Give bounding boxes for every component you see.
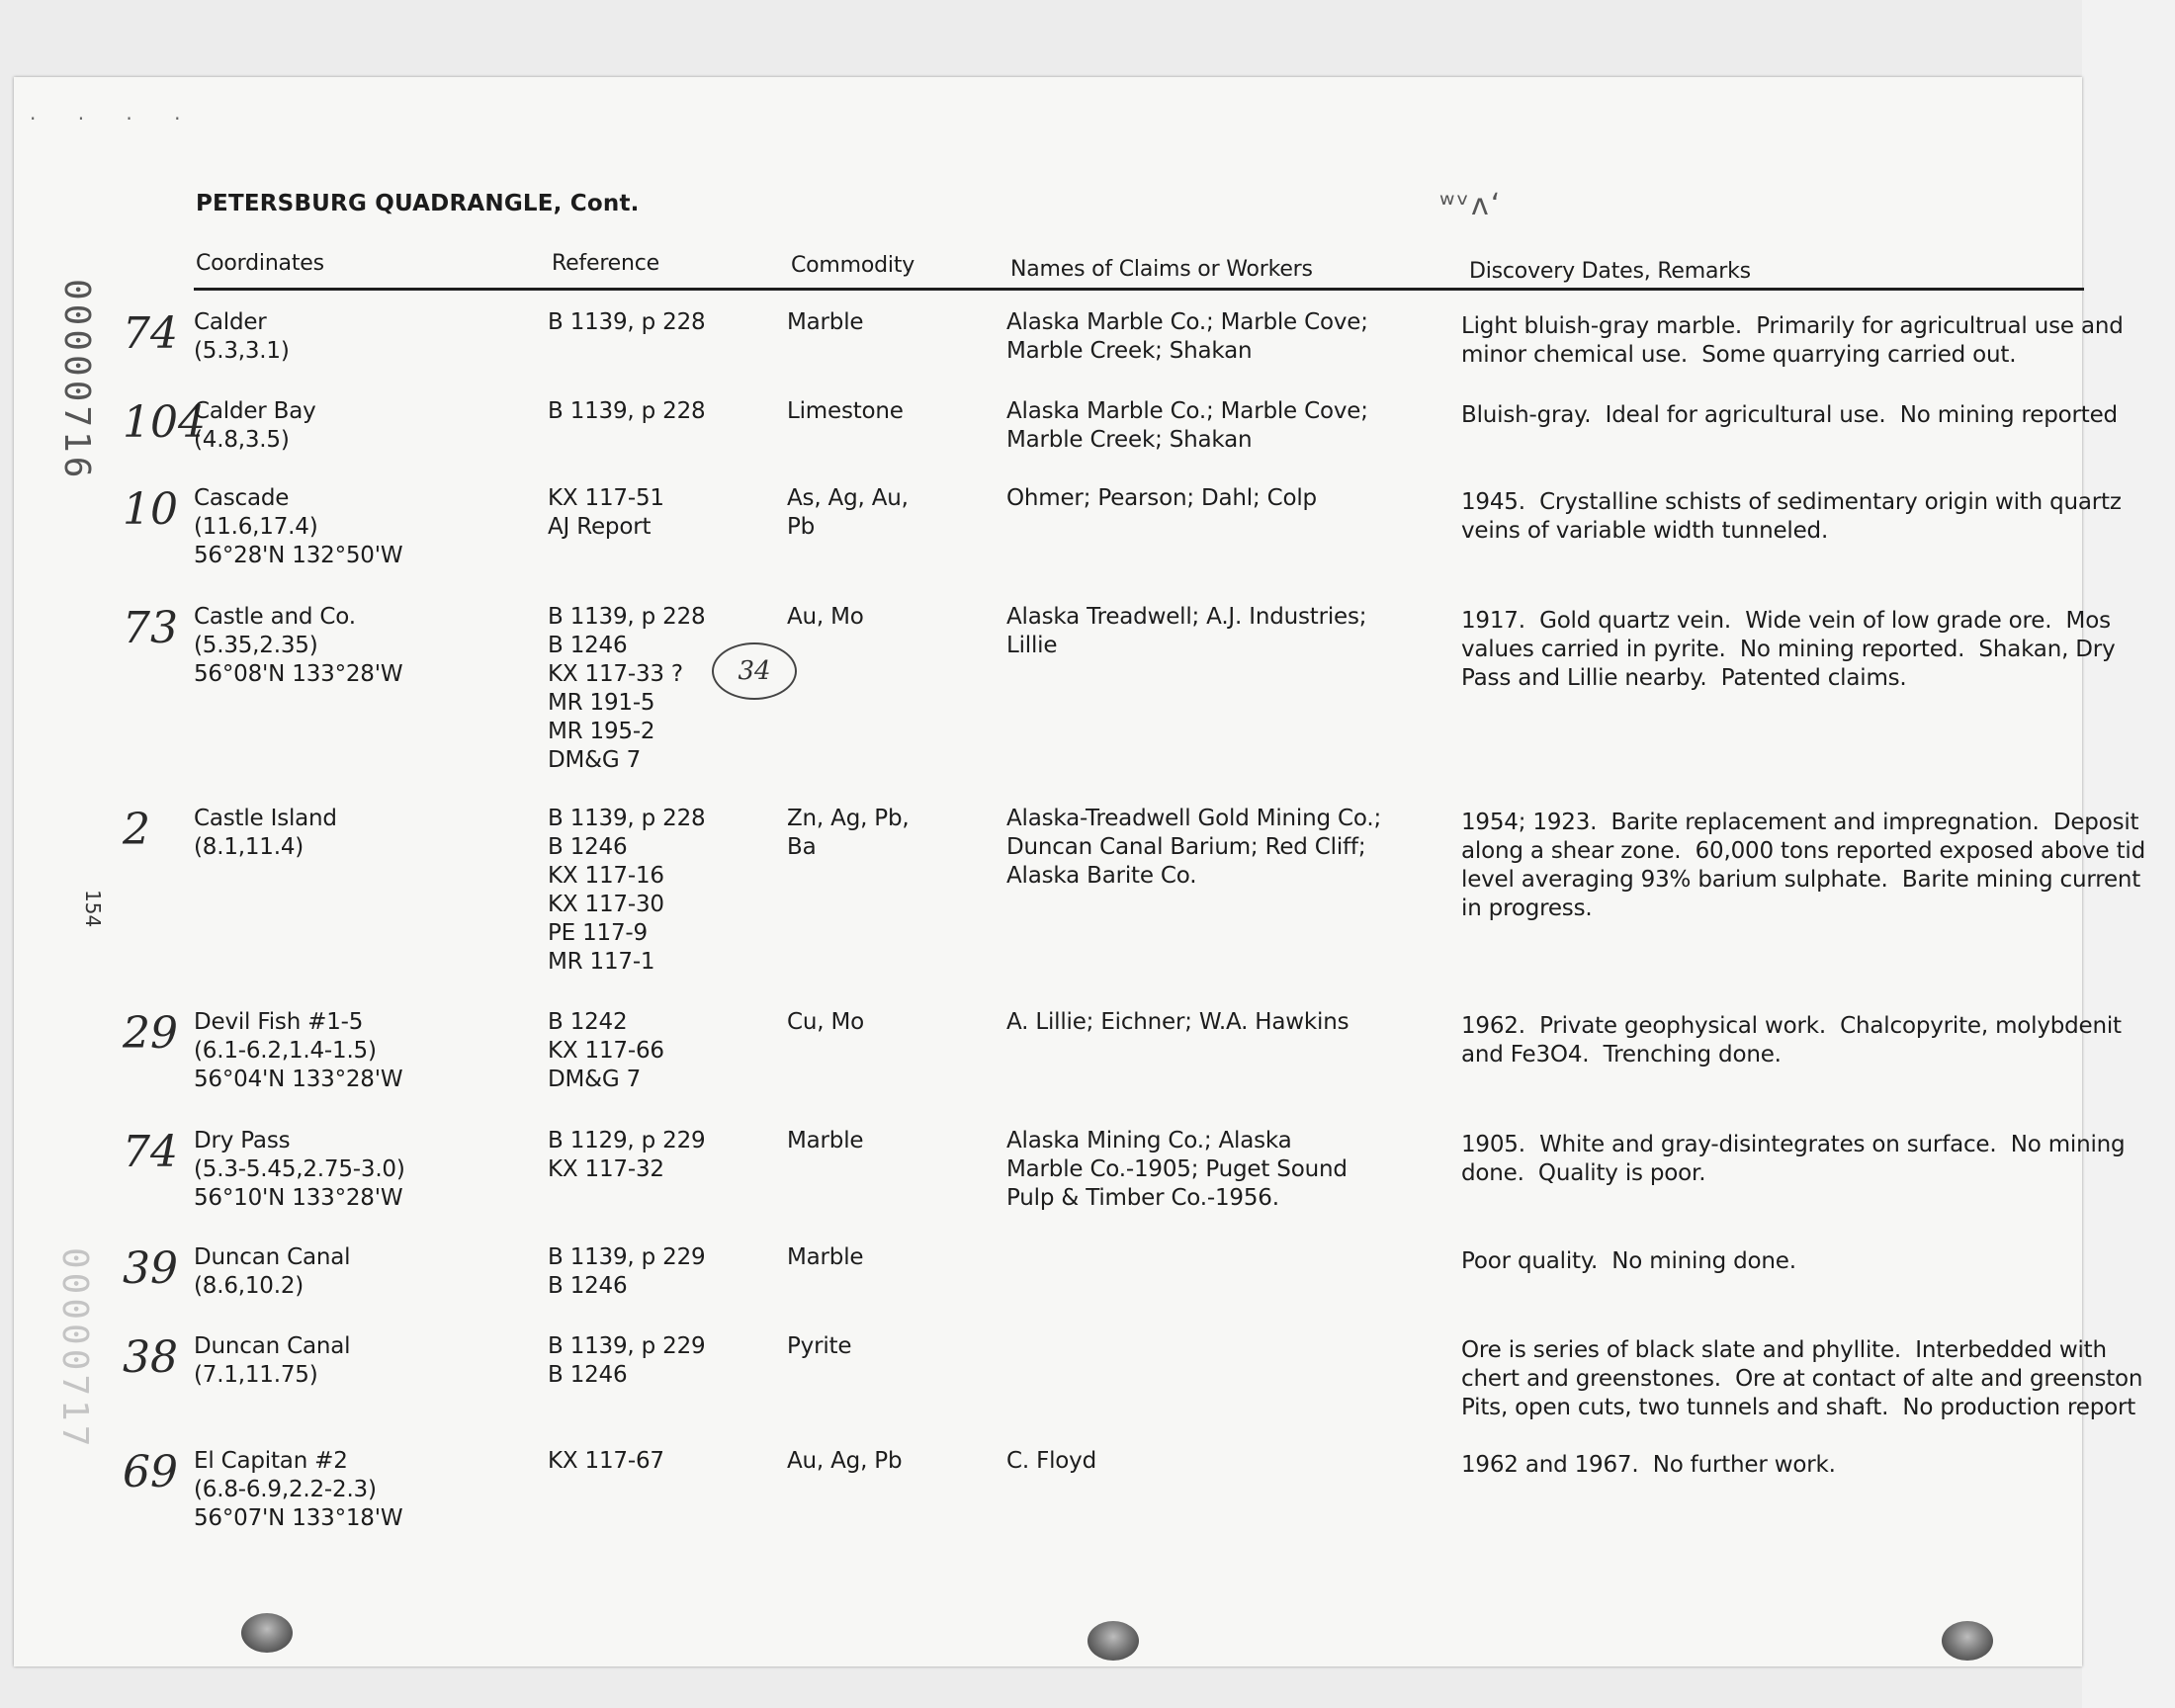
cell-remarks: 1945. Crystalline schists of sedimentary origin with quartz veins of variable width tunneled. [1461, 489, 2122, 544]
cell-reference: B 1129, p 229 KX 117-32 [548, 1128, 706, 1182]
handwritten-scribble-icon: ʷᵛʌʻ [1439, 188, 1503, 222]
cell-remarks: 1905. White and gray-disintegrates on surface. No mining done. Quality is poor. [1461, 1132, 2126, 1186]
cell-commodity: Au, Ag, Pb [787, 1448, 903, 1474]
column-header-commodity: Commodity [791, 253, 915, 278]
cell-reference: B 1139, p 228 B 1246 KX 117-16 KX 117-30 PE 117-9 MR 117-1 [548, 806, 706, 975]
bates-stamp: 00000716 [56, 279, 97, 482]
cell-commodity: Au, Mo [787, 604, 864, 630]
cell-reference: KX 117-51 AJ Report [548, 485, 664, 540]
handwritten-number: 2 [123, 805, 150, 855]
cell-reference: KX 117-67 [548, 1448, 664, 1474]
cell-names: Alaska Marble Co.; Marble Cove; Marble Creek; Shakan [1006, 309, 1368, 364]
handwritten-number: 104 [123, 397, 206, 448]
punch-hole-icon [1942, 1621, 1993, 1661]
cell-reference: B 1139, p 228 [548, 309, 706, 335]
header-rule [194, 288, 2084, 291]
cell-names: Alaska Marble Co.; Marble Cove; Marble Creek; Shakan [1006, 398, 1368, 453]
cell-coordinates: Calder Bay (4.8,3.5) [194, 398, 316, 453]
column-header-reference: Reference [552, 251, 659, 276]
cell-commodity: Pyrite [787, 1333, 852, 1359]
cell-coordinates: Cascade (11.6,17.4) 56°28'N 132°50'W [194, 485, 403, 568]
cell-coordinates: Castle and Co. (5.35,2.35) 56°08'N 133°28'W [194, 604, 403, 687]
handwritten-number: 39 [123, 1243, 178, 1294]
cell-names: A. Lillie; Eichner; W.A. Hawkins [1006, 1009, 1349, 1035]
cell-names: Ohmer; Pearson; Dahl; Colp [1006, 485, 1317, 511]
handwritten-number: 74 [123, 1127, 178, 1177]
cell-commodity: As, Ag, Au, Pb [787, 485, 909, 540]
column-header-names: Names of Claims or Workers [1010, 257, 1313, 282]
cell-remarks: Bluish-gray. Ideal for agricultural use. No mining reported [1461, 402, 2118, 428]
cell-names: Alaska Mining Co.; Alaska Marble Co.-1905; Puget Sound Pulp & Timber Co.-1956. [1006, 1128, 1348, 1211]
circled-annotation: 34 [712, 642, 797, 700]
cell-reference: B 1139, p 229 B 1246 [548, 1244, 706, 1299]
cell-remarks: 1962. Private geophysical work. Chalcopyrite, molybdenit and Fe3O4. Trenching done. [1461, 1013, 2122, 1068]
cell-commodity: Zn, Ag, Pb, Ba [787, 806, 910, 860]
cell-remarks: Light bluish-gray marble. Primarily for agricultrual use and minor chemical use. Some quarrying carried out. [1461, 313, 2124, 368]
column-header-remarks: Discovery Dates, Remarks [1469, 259, 1751, 284]
page-title: PETERSBURG QUADRANGLE, Cont. [196, 191, 640, 216]
cell-reference: B 1139, p 228 [548, 398, 706, 424]
handwritten-number: 10 [123, 484, 178, 535]
punch-hole-icon [1088, 1621, 1139, 1661]
cell-commodity: Cu, Mo [787, 1009, 864, 1035]
bates-stamp-faint: 00000717 [54, 1247, 95, 1451]
cell-remarks: 1954; 1923. Barite replacement and impregnation. Deposit along a shear zone. 60,000 tons reported exposed above tid level averaging 93% barium sulphate. Barite mining current in progress. [1461, 810, 2146, 921]
column-header-coordinates: Coordinates [196, 251, 324, 276]
cell-coordinates: El Capitan #2 (6.8-6.9,2.2-2.3) 56°07'N 133°18'W [194, 1448, 403, 1531]
punch-hole-icon [241, 1613, 293, 1653]
cell-remarks: 1962 and 1967. No further work. [1461, 1452, 1836, 1478]
cell-commodity: Marble [787, 1128, 864, 1153]
cell-reference: B 1139, p 228 B 1246 KX 117-33 ? MR 191-5 MR 195-2 DM&G 7 [548, 604, 706, 773]
cell-names: C. Floyd [1006, 1448, 1096, 1474]
cell-coordinates: Devil Fish #1-5 (6.1-6.2,1.4-1.5) 56°04'N 133°28'W [194, 1009, 403, 1092]
cell-coordinates: Calder (5.3,3.1) [194, 309, 290, 364]
handwritten-number: 73 [123, 603, 178, 653]
cell-names: Alaska-Treadwell Gold Mining Co.; Duncan Canal Barium; Red Cliff; Alaska Barite Co. [1006, 806, 1381, 889]
handwritten-number: 38 [123, 1332, 178, 1383]
cell-remarks: 1917. Gold quartz vein. Wide vein of low grade ore. Mos values carried in pyrite. No mining reported. Shakan, Dry Pass and Lillie nearby. Patented claims. [1461, 608, 2116, 691]
cell-commodity: Marble [787, 309, 864, 335]
cell-coordinates: Duncan Canal (8.6,10.2) [194, 1244, 351, 1299]
speckles: · · · · [30, 107, 199, 130]
page-number: 154 [81, 890, 105, 928]
cell-commodity: Marble [787, 1244, 864, 1270]
handwritten-number: 69 [123, 1447, 178, 1497]
handwritten-number: 29 [123, 1008, 178, 1059]
cell-coordinates: Castle Island (8.1,11.4) [194, 806, 337, 860]
cell-commodity: Limestone [787, 398, 904, 424]
cell-reference: B 1242 KX 117-66 DM&G 7 [548, 1009, 664, 1092]
handwritten-number: 74 [123, 308, 178, 359]
cell-coordinates: Dry Pass (5.3-5.45,2.75-3.0) 56°10'N 133°28'W [194, 1128, 405, 1211]
cell-remarks: Poor quality. No mining done. [1461, 1248, 1796, 1274]
cell-remarks: Ore is series of black slate and phyllite. Interbedded with chert and greenstones. Ore at contact of alte and greenston Pits, open cuts, two tunnels and shaft. No production report [1461, 1337, 2143, 1420]
cell-names: Alaska Treadwell; A.J. Industries; Lillie [1006, 604, 1367, 658]
cell-coordinates: Duncan Canal (7.1,11.75) [194, 1333, 351, 1388]
cell-reference: B 1139, p 229 B 1246 [548, 1333, 706, 1388]
